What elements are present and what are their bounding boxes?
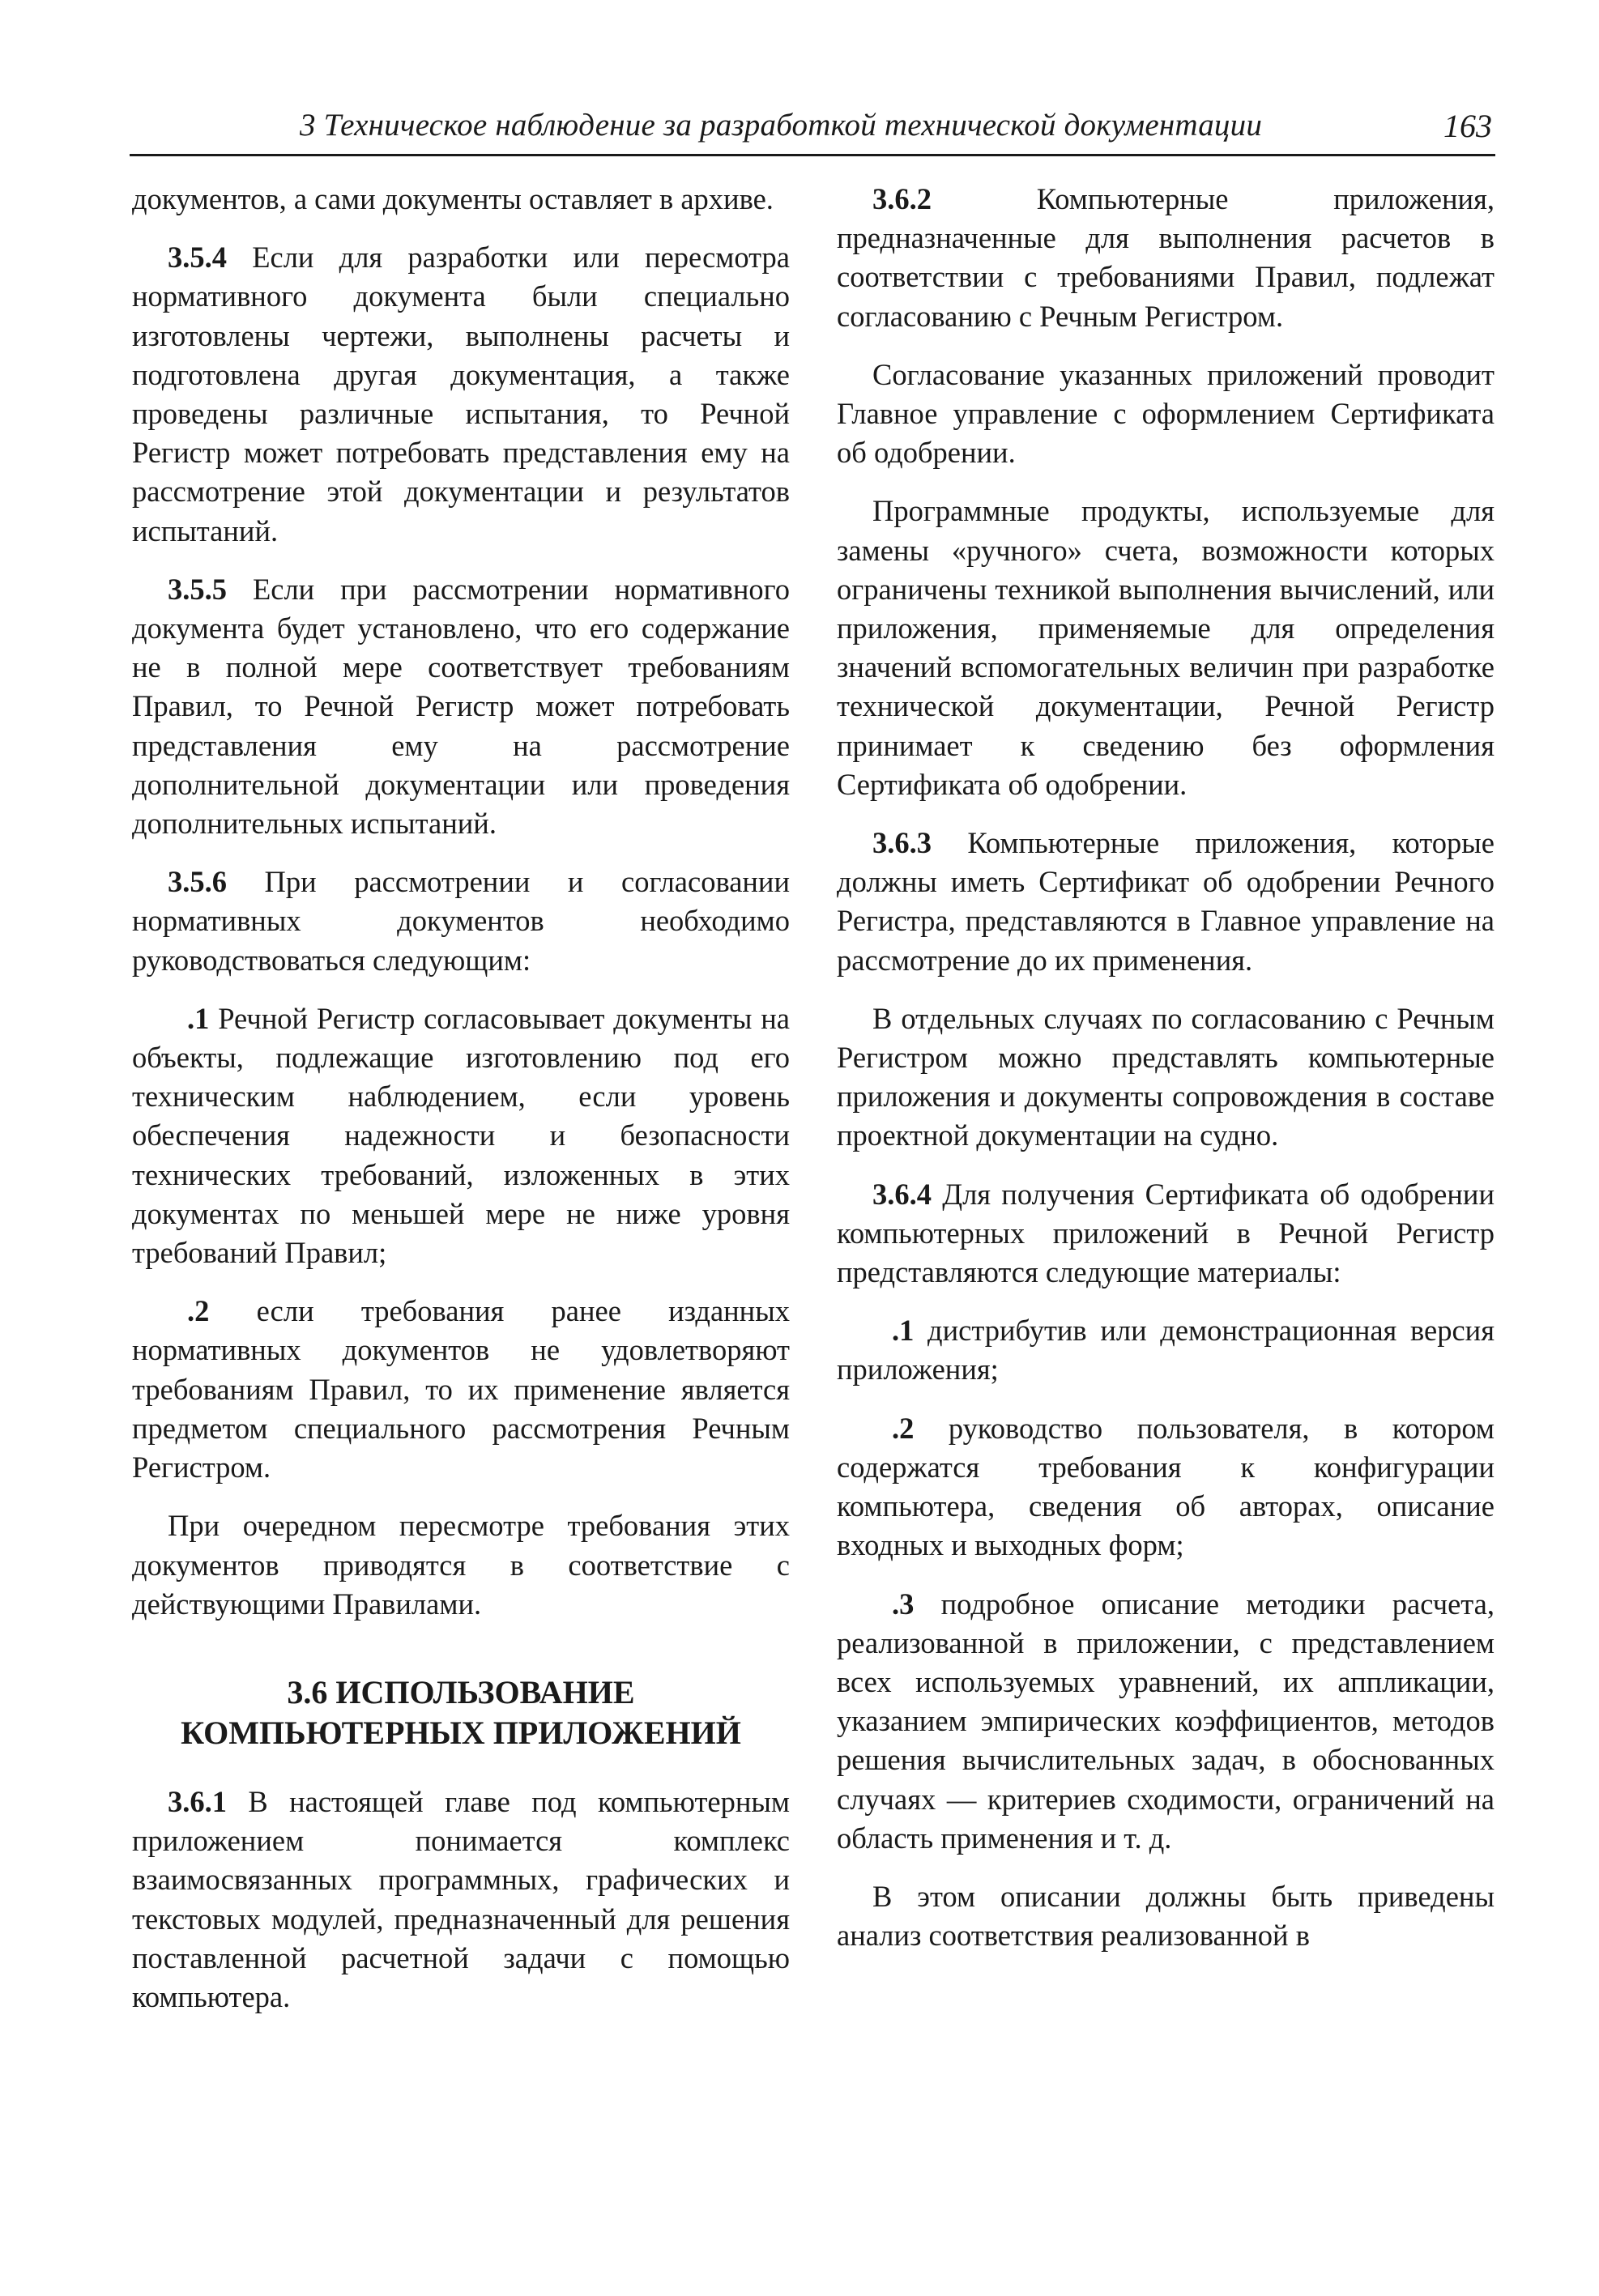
paragraph-3-6-4 <box>837 1175 1495 1293</box>
item-number: .1 <box>187 1001 210 1035</box>
paragraph-3-6-2 <box>837 180 1495 336</box>
page-number: 163 <box>1443 108 1492 144</box>
item-text: дистрибутив или демонстрационная версия приложения; <box>837 1314 1495 1387</box>
clause-number: 3.5.4 <box>168 241 227 275</box>
paragraph: В отдельных случаях по согласованию с Речным Регистром можно представлять компьютерные приложения и документы сопровождения в составе проектной документации на судно. <box>837 1001 1495 1152</box>
item-number: .1 <box>892 1314 915 1348</box>
running-header <box>130 104 1495 156</box>
paragraph-3-5-5 <box>132 570 790 843</box>
clause-number: 3.6.2 <box>872 182 932 215</box>
paragraph-3-5-4 <box>132 238 790 551</box>
item-number: .3 <box>892 1587 915 1621</box>
section-heading: 3.6 ИСПОЛЬЗОВАНИЕ КОМПЬЮТЕРНЫХ ПРИЛОЖЕНИЙ <box>181 1673 741 1751</box>
clause-number: 3.6.4 <box>872 1177 932 1211</box>
paragraph: Программные продукты, используемые для замены «ручного» счета, возможности которых ограничены техникой выполнения вычислений, или приложения, применяемые для определения значений вспомогательных величин при разработке технической документации, Речной Регистр принимает к сведению без оформления Сертификата об одобрении. <box>837 494 1495 801</box>
paragraph-text: Если для разработки или пересмотра нормативного документа были специально изготовлены чертежи, выполнены расчеты и подготовлена другая документация, а также проведены различные испытания, то Речной Регистр может потребовать представления ему на рассмотрение этой документации и результатов испытаний. <box>132 241 790 547</box>
paragraph-3-6-3 <box>837 824 1495 980</box>
item-text: подробное описание методики расчета, реализованной в приложении, с представлением всех используемых уравнений, их аппликации, указанием эмпирических коэффициентов, методов решения вычислительных задач, в обоснованных случаях — критериев сходимости, ограничений на область применения и т. д. <box>837 1587 1495 1855</box>
left-column <box>132 180 790 2036</box>
paragraph-3-6-1 <box>132 1783 790 2017</box>
paragraph-3-5-6 <box>132 863 790 980</box>
paragraph-text: При рассмотрении и согласовании нормативных документов необходимо руководствоваться следующим: <box>132 865 790 977</box>
paragraph-text: Компьютерные приложения, которые должны иметь Сертификат об одобрении Речного Регистра, представляются в Главное управление на рассмотрение до их применения. <box>837 826 1495 977</box>
paragraph: При очередном пересмотре требования этих документов приводятся в соответствие с действующими Правилами. <box>132 1509 790 1621</box>
list-item-2 <box>837 1409 1495 1565</box>
paragraph-text: В настоящей главе под компьютерным приложением понимается комплекс взаимосвязанных программных, графических и текстовых модулей, предназначенный для решения поставленной расчетной задачи с помощью компьютера. <box>132 1784 790 2013</box>
paragraph-text: Компьютерные приложения, предназначенные для выполнения расчетов в соответствии с требованиями Правил, подлежат согласованию с Речным Регистром. <box>837 182 1495 333</box>
list-item-2 <box>132 1292 790 1487</box>
paragraph-text: Если при рассмотрении нормативного документа будет установлено, что его содержание не в полной мере соответствует требованиям Правил, то Речной Регистр может потребовать представления ему на рассмотрение дополнительной документации или проведения дополнительных испытаний. <box>132 572 790 841</box>
paragraph-text: Для получения Сертификата об одобрении компьютерных приложений в Речной Регистр представляются следующие материалы: <box>837 1177 1495 1289</box>
clause-number: 3.5.6 <box>168 865 227 899</box>
clause-number: 3.6.3 <box>872 826 932 860</box>
list-item-1 <box>837 1311 1495 1389</box>
item-number: .2 <box>187 1294 210 1328</box>
clause-number: 3.6.1 <box>168 1784 227 1818</box>
paragraph: Согласование указанных приложений проводит Главное управление с оформлением Сертификата об одобрении. <box>837 357 1495 470</box>
paragraph-continuation: документов, а сами документы оставляет в архиве. <box>132 182 774 215</box>
item-text: Речной Регистр согласовывает документы на объекты, подлежащие изготовлению под его техническим наблюдением, если уровень обеспечения надежности и безопасности технических требований, изложенных в этих документах по меньшей мере не ниже уровня требований Правил; <box>132 1001 790 1270</box>
list-item-1 <box>132 999 790 1272</box>
list-item-3 <box>837 1585 1495 1858</box>
item-text: если требования ранее изданных нормативных документов не удовлетворяют требованиям Правил, то их применение является предметом специального рассмотрения Речным Регистром. <box>132 1294 790 1485</box>
item-number: .2 <box>892 1411 915 1445</box>
running-title: 3 Техническое наблюдение за разработкой технической документации <box>300 108 1263 143</box>
right-column <box>837 180 1495 1974</box>
clause-number: 3.5.5 <box>168 572 227 606</box>
item-text: руководство пользователя, в котором содержатся требования к конфигурации компьютера, сведения об авторах, описание входных и выходных форм; <box>837 1411 1495 1562</box>
paragraph: В этом описании должны быть приведены анализ соответствия реализованной в <box>837 1879 1495 1953</box>
